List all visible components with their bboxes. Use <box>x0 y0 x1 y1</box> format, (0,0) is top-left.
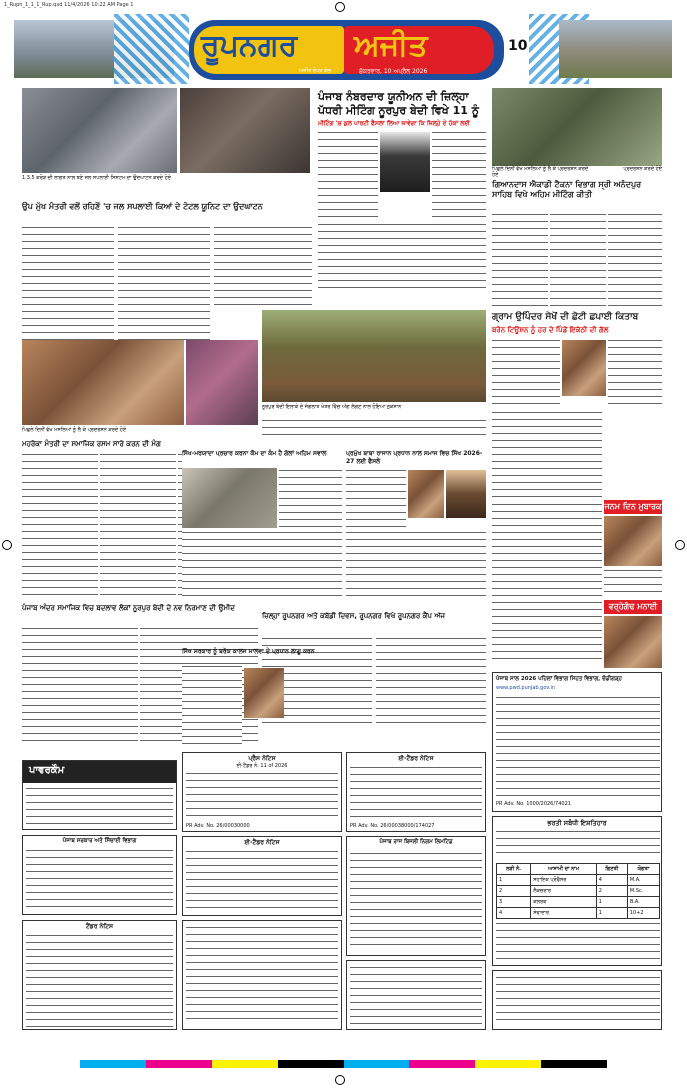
left-mid-headline: ਮਹਰੋਕਾ ਮੰਤਰੀ ਦਾ ਸਮਾਜਿਕ ਰਸਮ ਸਾਰੇ ਕਰਨ ਦੀ ਮੰਗ <box>22 440 161 448</box>
masthead-date: ਸ਼ੁੱਕਰਵਾਰ, 10 ਅਪ੍ਰੈਲ 2026 <box>359 68 428 75</box>
wedding-headline: ਗ੍ਰਾਮ ਉਪਿੰਦਰ ਸੇਖੋਂ ਦੀ ਛੋਟੀ ਛਪਾਈ ਕਿਤਾਬ <box>492 312 639 322</box>
forest-caption: ਨੂਰਪੁਰ ਬੇਦੀ ਇਲਾਕੇ ਦੇ ਜੰਗਲਾਤ ਖੇਤਰ ਵਿੱਚ ਅੱਗ ਲੱਗਣ ਨਾਲ ਹੋਇਆ ਨੁਕਸਾਨ <box>262 404 402 410</box>
right-headline: ਗਿਆਨਦਾਸ ਐਕਾਡੀ ਟੈਕਨਾ ਵਿਭਾਗ ਸ੍ਰੀ ਅਨੰਦਪੁਰ ਸਾਹਿਬ ਵਿਖੇ ਅਹਿਮ ਮੀਟਿੰਗ ਕੀਤੀ <box>492 180 642 199</box>
table-cell: B.A. <box>627 897 659 908</box>
notice-2 <box>346 752 486 832</box>
table-cell: 4 <box>596 875 627 886</box>
photo-forest <box>262 310 486 402</box>
notice-1-sub: ਈ-ਟੈਂਡਰ ਨੰ. 11 of 2026 <box>236 763 288 769</box>
registration-mark-icon <box>335 1075 345 1085</box>
photo-caption-bus: ਪਿਛਲੇ ਦਿਨੀਂ ਵੱਖ ਮਸਲਿਆਂ ਨੂੰ ਲੈ ਕੇ ਪ੍ਰਦਰਸ਼ਨ ਕਰਦੇ ਹੋਏ <box>492 166 589 178</box>
table-cell: ਲੈਕਚਰਾਰ <box>531 886 597 897</box>
text-column <box>22 452 98 600</box>
mid-headline-1: ਸਿੱਖ-ਮਰਯਾਦਾ ਪ੍ਰਚਾਰ ਕਰਨਾ ਕੌਮ ਦਾ ਕੰਮ ਹੈ ਗੱਲਾਂ ਅਹਿਮ ਸਵਾਲ <box>182 450 342 464</box>
photo-group-2 <box>186 340 258 425</box>
portrait-photo <box>380 132 430 192</box>
left-headline: ਉਪ ਮੁੱਖ ਮੰਤਰੀ ਵਲੋਂ ਰਹਿਣੋਂ 'ਚ ਜਲ ਸਪਲਾਈ ਕਿਆਂ ਦੇ ਟੋਟਲ ਯੂਨਿਟ ਦਾ ਉਦਘਾਟਨ <box>22 202 263 211</box>
notice-4-title: ਈ-ਟੈਂਡਰ ਨੋਟਿਸ <box>244 839 280 846</box>
masthead-pattern-left <box>114 14 189 84</box>
obit-headline: ਸਿੱਖ ਸਰਕਾਰ ਨੂੰ ਬਰੋਕ ਕਾਲਜ ਮਾਲਵਾ ਦੇ ਪ੍ਰਧਾਨ ਲਾਗੂ ਕਰਨ <box>182 648 315 655</box>
text-column <box>346 530 486 600</box>
text-column <box>496 975 660 1025</box>
top-subhead: ਮੀਟਿੰਗ 'ਚ ਕੁਲ ਪਾਰਟੀ ਫੈਸਲਾ ਲਿਆ ਜਾਵੇਗਾ ਕਿ ਜ਼ਿਲ੍ਹੇ ਦੇ ਹੱਕਾਂ ਲਈ <box>318 120 470 127</box>
table-cell: 2 <box>497 886 531 897</box>
text-column <box>608 212 662 308</box>
ad-left <box>22 760 177 830</box>
notice-right <box>492 672 662 812</box>
text-column <box>608 338 662 408</box>
mid-lower-headline: ਜ਼ਿਲ੍ਹਾ ਰੂਪਨਗਰ ਅਤੇ ਕਬੱਡੀ ਦਿਵਸ, ਰੂਪਨਗਰ ਵਿਖੇ ਰੂਪਨਗਰ ਕੈਂਪ ਅੱਜ <box>262 612 445 620</box>
text-column <box>262 418 486 440</box>
table-cell: M.Sc. <box>627 886 659 897</box>
photo1-caption: 1.3.5 ਕਰੋੜ ਦੀ ਲਾਗਤ ਨਾਲ ਬਣੇ ਜਲ ਸਪਲਾਈ ਸਿਸਟਮ ਦਾ ਉਦਘਾਟਨ ਕਰਦੇ ਹੋਏ <box>22 175 171 181</box>
photo-caption-right: ਪ੍ਰਦਰਸ਼ਨ ਕਰਦੇ ਹੋਏ <box>623 166 662 172</box>
text-column <box>182 664 242 744</box>
table-row <box>497 886 660 897</box>
bottom-ad-title: ਟੈਂਡਰ ਨੋਟਿਸ <box>85 923 114 930</box>
table-cell: ਸੇਵਾਦਾਰ <box>531 908 597 919</box>
top-headline-2: ਪੱਧਰੀ ਮੀਟਿੰਗ ਨੂਰਪੁਰ ਬੇਦੀ ਵਿਖੇ 11 ਨੂੰ <box>318 104 479 117</box>
text-column <box>186 849 338 913</box>
birthday-photo <box>604 516 662 566</box>
table-cell: 10+2 <box>627 908 659 919</box>
table-cell: 1 <box>596 897 627 908</box>
bottom-ad-mid <box>182 920 342 1030</box>
table-cell: 2 <box>596 886 627 897</box>
text-column <box>22 225 114 340</box>
text-column <box>492 502 602 662</box>
text-column <box>118 225 210 340</box>
bottom-ad-mid-2 <box>346 960 486 1030</box>
masthead-subline: ਅਜੀਤ ਰੋਪੜ ਕੋਲ <box>299 68 331 74</box>
photo-protest <box>492 88 662 166</box>
bottom-ad-left <box>22 920 177 1030</box>
text-column <box>182 530 342 600</box>
text-column <box>550 212 606 308</box>
table-row <box>497 875 660 886</box>
portrait-photo <box>408 470 444 518</box>
masthead <box>14 14 672 84</box>
table-cell: 1 <box>497 875 531 886</box>
text-column <box>496 695 660 800</box>
photo-gathering <box>182 468 277 528</box>
text-column <box>346 468 406 528</box>
page-number: 10 <box>508 38 528 54</box>
registration-mark-icon <box>335 2 345 12</box>
text-column <box>350 765 482 821</box>
notice-3 <box>22 835 177 915</box>
table-cell: 3 <box>497 897 531 908</box>
text-column <box>22 626 138 746</box>
photo-group-caption: ਪਿਛਲੇ ਦਿਨੀਂ ਵੱਖ ਮਸਲਿਆਂ ਨੂੰ ਲੈ ਕੇ ਪ੍ਰਦਰਸ਼ਨ ਕਰਦੇ ਹੋਏ <box>22 427 127 433</box>
notice-2-title: ਈ-ਟੈਂਡਰ ਨੋਟਿਸ <box>398 755 434 762</box>
notice-1-title: ਪ੍ਰੈਸ ਨੋਟਿਸ <box>248 755 276 762</box>
wedding-subhead: ਬਰੋਨ ਟਿਊਸ਼ਨ ਨੂੰ ਹਰ ਦੇ ਪਿੰਡੋਂ ਇਕੱਠੀ ਦੀ ਗੱਲ <box>492 326 609 334</box>
text-column <box>318 222 486 292</box>
anniversary-banner: ਵਰ੍ਹੇਗੰਢ ਮਨਾਈ <box>604 600 662 614</box>
text-column <box>492 410 602 500</box>
table-cell: M.A. <box>627 875 659 886</box>
text-column <box>186 771 338 821</box>
left-ad-title: ਪਾਵਰਕੌਮ <box>29 765 65 776</box>
right-notice-title: ਪੰਜਾਬ ਸਾਲ 2026 ਪਹਿਲਾਂ ਵਿਭਾਗ ਸਿਹਤ ਵਿਭਾਗ, ਚੰਡੀਗੜ੍ਹ <box>496 676 622 682</box>
photo-ceremony-1 <box>22 88 177 173</box>
text-column <box>604 568 662 598</box>
table-cell: 1 <box>596 908 627 919</box>
bottom-mid-title: ਪੰਜਾਬ ਰਾਜ ਬਿਜਲੀ ਨਿਗਮ ਲਿਮਟਿਡ <box>379 839 453 845</box>
table-header: ਲੜੀ ਨੰ. <box>497 864 531 875</box>
portrait-photo <box>244 668 284 718</box>
notice-bottom-mid <box>346 836 486 956</box>
table-cell: 4 <box>497 908 531 919</box>
text-column <box>350 965 482 1025</box>
text-column <box>496 829 660 859</box>
notice-3-title: ਪੰਜਾਬ ਸਰਕਾਰ ਅਤੇ ਸਿੰਚਾਈ ਵਿਭਾਗ <box>62 838 137 844</box>
recruitment-ad <box>492 816 662 966</box>
table-header: ਆਸਾਮੀ ਦਾ ਨਾਮ <box>531 864 597 875</box>
text-column <box>492 338 560 408</box>
bottom-ad-right <box>492 970 662 1030</box>
anniversary-photo <box>604 616 662 668</box>
table-cell: ਕਲਰਕ <box>531 897 597 908</box>
photo-ceremony-2 <box>180 88 310 173</box>
table-row <box>497 908 660 919</box>
top-headline-1: ਪੰਜਾਬ ਨੰਬਰਦਾਰ ਯੂਨੀਅਨ ਦੀ ਜ਼ਿਲ੍ਹਾ <box>318 90 469 103</box>
text-column <box>26 848 173 912</box>
footer-code: PR Adv. No. 1000/2026/74021 <box>496 801 571 807</box>
text-column <box>214 225 312 305</box>
portrait-photo <box>446 470 486 518</box>
registration-mark-icon <box>2 540 12 550</box>
text-column <box>318 130 378 220</box>
left-lower-headline: ਪੰਜਾਬ ਅੰਦਰ ਸਮਾਜਿਕ ਵਿਚ ਬਦਲਾਵ ਲੋਕਾਂ ਨੂਰਪੁਰ ਬੇਦੀ ਦੇ ਨਵ ਨਿਰਮਾਣ ਦੀ ਉਮੀਦ <box>22 604 235 612</box>
text-column <box>186 925 338 1025</box>
text-column <box>26 786 173 828</box>
portrait-photo <box>562 340 606 396</box>
text-column <box>26 933 173 1027</box>
registration-mark-icon <box>675 540 685 550</box>
footer-code: PR Adv. No. 26/00030000 <box>186 823 250 829</box>
right-notice-url[interactable]: www.pwd.punjab.gov.in <box>496 685 556 691</box>
masthead-title-right: ਅਜੀਤ <box>354 28 428 63</box>
table-row <box>497 897 660 908</box>
meta-line: 1_Rupn_1_1_1_Rup.qxd 11/4/2026 10:22 AM Page 1 <box>4 2 134 8</box>
text-column <box>432 130 486 220</box>
masthead-title-band <box>189 20 504 80</box>
table-cell: ਸਹਾਇਕ ਪ੍ਰੋਫੈਸਰ <box>531 875 597 886</box>
recruitment-table <box>496 863 660 919</box>
table-header-row <box>497 864 660 875</box>
photo-group-1 <box>22 340 184 425</box>
birthday-banner: ਜਨਮ ਦਿਨ ਮੁਬਾਰਕ <box>604 500 662 514</box>
masthead-title-left: ਰੂਪਨਗਰ <box>201 28 298 63</box>
text-column <box>492 212 548 308</box>
bottom-right-title: ਭਰਤੀ ਸਬੰਧੀ ਇਸ਼ਤਿਹਾਰ <box>547 819 607 827</box>
footer-code: PR Adv. No. 26/00038000/174027 <box>350 823 435 829</box>
text-column <box>350 851 482 951</box>
color-calibration-bar <box>80 1060 607 1068</box>
mid-headline-2: ਪ੍ਰਮੁੱਖ ਬਾਬਾ ਰਾਜਾਨ ਪ੍ਰਧਾਨ ਨਾਲ ਸਮਾਜ ਵਿਚ ਸਿੱਖ 2026-27 ਲਈ ਫੈਸਲੇ <box>346 450 483 465</box>
table-header: ਗਿਣਤੀ <box>596 864 627 875</box>
table-header: ਯੋਗਤਾ <box>627 864 659 875</box>
text-column <box>100 452 176 600</box>
notice-1 <box>182 752 342 832</box>
text-column <box>496 921 660 961</box>
text-column <box>279 468 342 528</box>
notice-4 <box>182 836 342 916</box>
text-column <box>376 636 486 726</box>
masthead-photo-right <box>559 20 672 78</box>
